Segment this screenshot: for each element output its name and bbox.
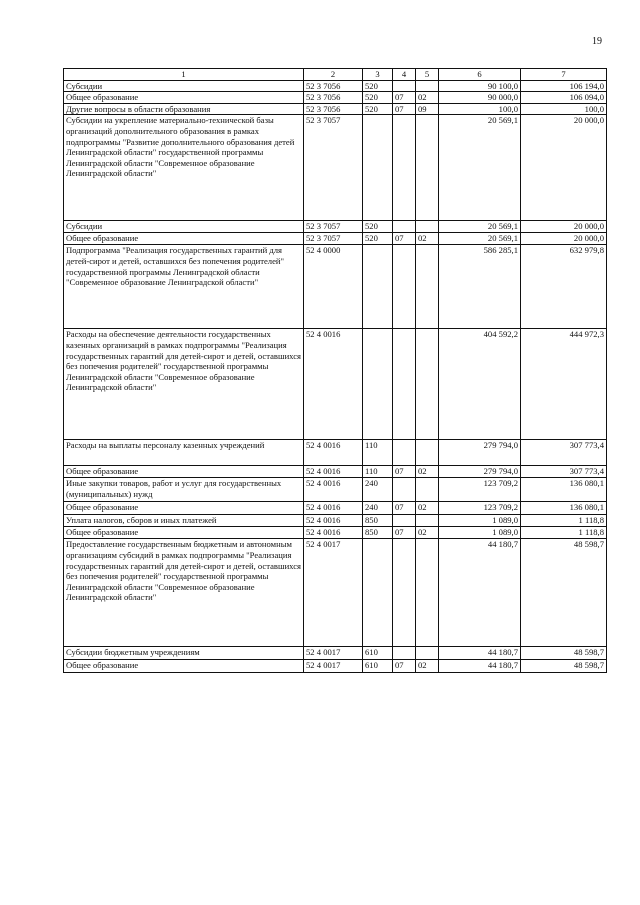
row-expense-type: 850 xyxy=(363,527,393,539)
row-expense-type: 610 xyxy=(363,647,393,660)
row-section xyxy=(393,245,416,329)
row-value-col6: 90 000,0 xyxy=(439,92,521,104)
row-code: 52 4 0017 xyxy=(304,660,363,673)
row-code: 52 4 0016 xyxy=(304,478,363,502)
row-expense-type xyxy=(363,539,393,647)
row-section xyxy=(393,80,416,92)
row-expense-type: 850 xyxy=(363,515,393,527)
table-row xyxy=(64,515,607,527)
row-value-col6: 44 180,7 xyxy=(439,660,521,673)
row-subsection xyxy=(416,440,439,466)
row-name: Субсидии на укрепление материально-технической базы организаций дополнительного образования в рамках подпрограммы "Развитие дополнительного образования детей Ленинградской области" государственной программы Ленинградской области "Современное образование Ленинградской области" xyxy=(64,115,304,221)
row-section: 07 xyxy=(393,92,416,104)
table-row xyxy=(64,527,607,539)
table-row xyxy=(64,647,607,660)
row-value-col7: 48 598,7 xyxy=(521,660,607,673)
row-value-col7: 632 979,8 xyxy=(521,245,607,329)
row-subsection: 02 xyxy=(416,502,439,515)
row-name: Общее образование xyxy=(64,502,304,515)
row-name: Общее образование xyxy=(64,527,304,539)
row-section xyxy=(393,440,416,466)
row-section: 07 xyxy=(393,233,416,245)
column-header: 3 xyxy=(363,69,393,81)
row-expense-type: 610 xyxy=(363,660,393,673)
row-code: 52 4 0016 xyxy=(304,515,363,527)
row-expense-type: 520 xyxy=(363,233,393,245)
row-section: 07 xyxy=(393,103,416,115)
row-expense-type: 240 xyxy=(363,502,393,515)
row-value-col6: 20 569,1 xyxy=(439,115,521,221)
table-row xyxy=(64,92,607,104)
table-header-row xyxy=(64,69,607,81)
row-expense-type xyxy=(363,115,393,221)
table-row xyxy=(64,539,607,647)
budget-table xyxy=(63,68,607,673)
row-code: 52 4 0000 xyxy=(304,245,363,329)
row-value-col6: 404 592,2 xyxy=(439,329,521,440)
row-section: 07 xyxy=(393,660,416,673)
row-subsection xyxy=(416,115,439,221)
table-row xyxy=(64,329,607,440)
row-code: 52 3 7057 xyxy=(304,233,363,245)
row-section xyxy=(393,221,416,233)
table-row xyxy=(64,115,607,221)
row-expense-type: 110 xyxy=(363,440,393,466)
row-name: Предоставление государственным бюджетным и автономным организациям субсидий в рамках подпрограммы "Реализация государственных гарантий для детей-сирот и детей, оставшихся без попечения родителей" государственной программы Ленинградской области "Современное образование Ленинградской области" xyxy=(64,539,304,647)
row-name: Расходы на обеспечение деятельности государственных казенных организаций в рамках подпрограммы "Реализация государственных гарантий для детей-сирот и детей, оставшихся без попечения родителей" государственной программы Ленинградской области "Современное образование Ленинградской области" xyxy=(64,329,304,440)
table-row xyxy=(64,466,607,478)
row-code: 52 4 0017 xyxy=(304,539,363,647)
row-code: 52 3 7056 xyxy=(304,92,363,104)
row-section xyxy=(393,115,416,221)
row-section: 07 xyxy=(393,527,416,539)
row-value-col7: 1 118,8 xyxy=(521,515,607,527)
table-row xyxy=(64,440,607,466)
row-subsection xyxy=(416,515,439,527)
column-header: 2 xyxy=(304,69,363,81)
row-value-col7: 20 000,0 xyxy=(521,233,607,245)
row-section: 07 xyxy=(393,502,416,515)
row-code: 52 4 0016 xyxy=(304,440,363,466)
row-code: 52 4 0016 xyxy=(304,527,363,539)
row-value-col7: 48 598,7 xyxy=(521,539,607,647)
row-value-col6: 123 709,2 xyxy=(439,502,521,515)
table-row xyxy=(64,80,607,92)
row-name: Общее образование xyxy=(64,233,304,245)
row-value-col7: 20 000,0 xyxy=(521,221,607,233)
row-expense-type: 110 xyxy=(363,466,393,478)
row-subsection: 02 xyxy=(416,233,439,245)
row-subsection xyxy=(416,80,439,92)
row-value-col6: 123 709,2 xyxy=(439,478,521,502)
column-header: 6 xyxy=(439,69,521,81)
row-value-col6: 1 089,0 xyxy=(439,515,521,527)
row-value-col7: 20 000,0 xyxy=(521,115,607,221)
table-row xyxy=(64,233,607,245)
row-expense-type: 520 xyxy=(363,80,393,92)
row-code: 52 3 7056 xyxy=(304,80,363,92)
row-expense-type: 520 xyxy=(363,92,393,104)
column-header: 4 xyxy=(393,69,416,81)
table-row xyxy=(64,478,607,502)
row-value-col7: 444 972,3 xyxy=(521,329,607,440)
row-subsection: 02 xyxy=(416,92,439,104)
row-name: Расходы на выплаты персоналу казенных учреждений xyxy=(64,440,304,466)
row-subsection xyxy=(416,329,439,440)
row-value-col7: 136 080,1 xyxy=(521,478,607,502)
row-value-col6: 1 089,0 xyxy=(439,527,521,539)
row-name: Общее образование xyxy=(64,660,304,673)
row-code: 52 3 7057 xyxy=(304,221,363,233)
row-name: Субсидии бюджетным учреждениям xyxy=(64,647,304,660)
table-row xyxy=(64,502,607,515)
row-code: 52 3 7057 xyxy=(304,115,363,221)
row-value-col7: 106 094,0 xyxy=(521,92,607,104)
row-section: 07 xyxy=(393,466,416,478)
row-subsection: 02 xyxy=(416,660,439,673)
row-subsection: 02 xyxy=(416,527,439,539)
row-value-col6: 279 794,0 xyxy=(439,466,521,478)
row-value-col7: 100,0 xyxy=(521,103,607,115)
row-value-col6: 586 285,1 xyxy=(439,245,521,329)
row-code: 52 3 7056 xyxy=(304,103,363,115)
row-subsection: 02 xyxy=(416,466,439,478)
table-row xyxy=(64,245,607,329)
row-name: Другие вопросы в области образования xyxy=(64,103,304,115)
table-row xyxy=(64,221,607,233)
row-value-col6: 279 794,0 xyxy=(439,440,521,466)
row-value-col6: 44 180,7 xyxy=(439,539,521,647)
row-subsection xyxy=(416,539,439,647)
row-value-col7: 1 118,8 xyxy=(521,527,607,539)
row-expense-type xyxy=(363,245,393,329)
row-value-col7: 48 598,7 xyxy=(521,647,607,660)
row-subsection xyxy=(416,478,439,502)
row-section xyxy=(393,515,416,527)
row-subsection xyxy=(416,221,439,233)
row-section xyxy=(393,647,416,660)
row-expense-type: 520 xyxy=(363,103,393,115)
row-expense-type xyxy=(363,329,393,440)
row-value-col6: 20 569,1 xyxy=(439,221,521,233)
row-code: 52 4 0016 xyxy=(304,329,363,440)
row-value-col6: 44 180,7 xyxy=(439,647,521,660)
table-row xyxy=(64,660,607,673)
column-header: 1 xyxy=(64,69,304,81)
row-name: Общее образование xyxy=(64,466,304,478)
row-expense-type: 240 xyxy=(363,478,393,502)
row-section xyxy=(393,539,416,647)
page-number: 19 xyxy=(592,36,602,47)
row-subsection: 09 xyxy=(416,103,439,115)
row-name: Подпрограмма "Реализация государственных гарантий для детей-сирот и детей, оставшихся без попечения родителей" государственной программы Ленинградской области "Современное образование Ленинградской области" xyxy=(64,245,304,329)
row-code: 52 4 0016 xyxy=(304,466,363,478)
table-row xyxy=(64,103,607,115)
row-name: Субсидии xyxy=(64,80,304,92)
row-value-col7: 307 773,4 xyxy=(521,466,607,478)
row-value-col7: 136 080,1 xyxy=(521,502,607,515)
row-value-col6: 90 100,0 xyxy=(439,80,521,92)
row-section xyxy=(393,478,416,502)
row-value-col7: 307 773,4 xyxy=(521,440,607,466)
row-expense-type: 520 xyxy=(363,221,393,233)
row-subsection xyxy=(416,245,439,329)
row-code: 52 4 0017 xyxy=(304,647,363,660)
row-value-col6: 20 569,1 xyxy=(439,233,521,245)
row-subsection xyxy=(416,647,439,660)
row-value-col6: 100,0 xyxy=(439,103,521,115)
row-value-col7: 106 194,0 xyxy=(521,80,607,92)
row-code: 52 4 0016 xyxy=(304,502,363,515)
column-header: 5 xyxy=(416,69,439,81)
row-name: Субсидии xyxy=(64,221,304,233)
row-name: Общее образование xyxy=(64,92,304,104)
row-name: Иные закупки товаров, работ и услуг для государственных (муниципальных) нужд xyxy=(64,478,304,502)
row-name: Уплата налогов, сборов и иных платежей xyxy=(64,515,304,527)
row-section xyxy=(393,329,416,440)
column-header: 7 xyxy=(521,69,607,81)
